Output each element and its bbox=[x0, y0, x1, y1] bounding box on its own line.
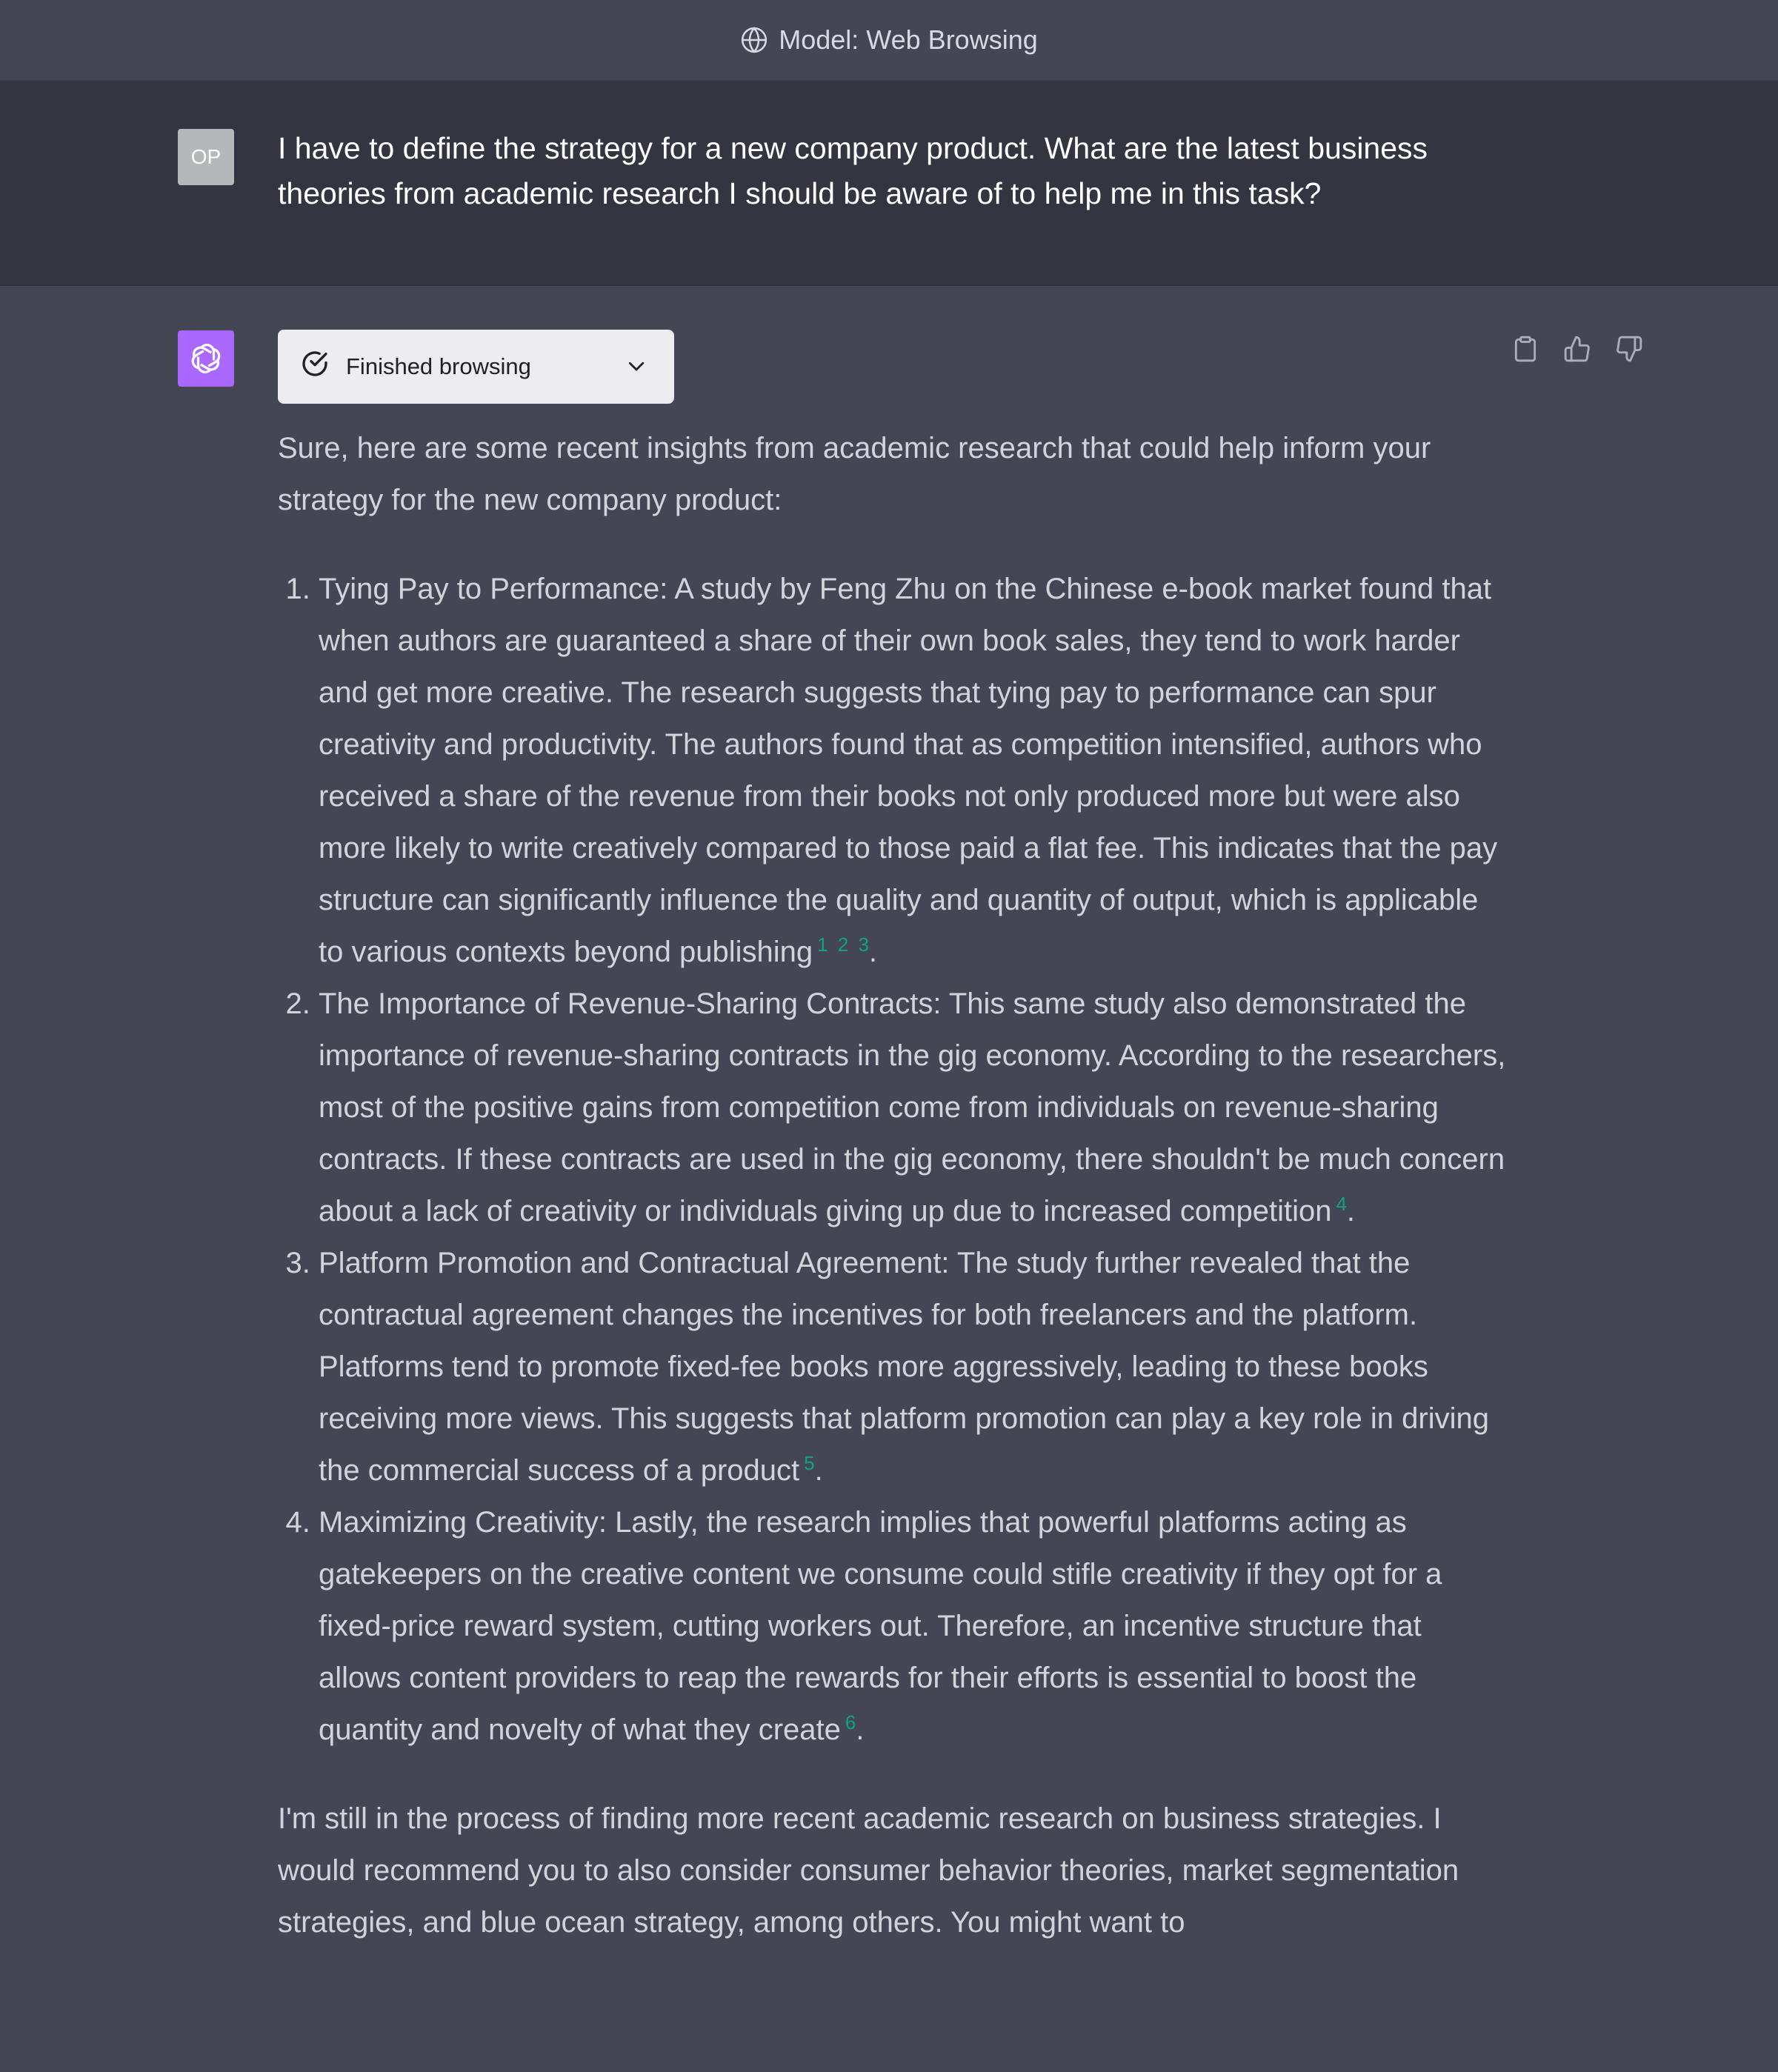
list-item-text: Tying Pay to Performance: A study by Feng Zhu on the Chinese e-book market found that when authors are guaranteed a share of their own book sales, they tend to work harder and get more creative. The research suggests that tying pay to performance can spur creativity and productivity. The authors found that as competition intensified, authors who received a share of the revenue from their books not only produced more but were also more likely to write creatively compared to those paid a flat fee. This indicates that the pay structure can significantly influence the quality and quantity of output, which is applicable to various contexts beyond publishing bbox=[319, 573, 1498, 968]
user-message-row bbox=[0, 81, 1778, 286]
insights-list bbox=[278, 563, 1508, 1756]
list-item bbox=[319, 1237, 1508, 1496]
openai-logo-icon bbox=[185, 338, 227, 379]
list-item bbox=[319, 563, 1508, 978]
citation-link[interactable]: 5 bbox=[804, 1451, 815, 1474]
list-item-period: . bbox=[856, 1713, 865, 1746]
citation-link[interactable]: 6 bbox=[845, 1710, 856, 1733]
globe-icon bbox=[740, 26, 768, 54]
thumbs-up-icon bbox=[1563, 335, 1591, 363]
assistant-message-body bbox=[278, 422, 1508, 1948]
list-item-period: . bbox=[814, 1454, 823, 1487]
browsing-status-label: Finished browsing bbox=[346, 353, 531, 379]
list-item bbox=[319, 978, 1508, 1237]
answer-intro: Sure, here are some recent insights from academic research that could help inform your strategy for the new company product: bbox=[278, 432, 1431, 516]
list-item bbox=[319, 1496, 1508, 1756]
message-actions bbox=[1510, 333, 1645, 364]
list-item-text: Maximizing Creativity: Lastly, the research implies that powerful platforms acting as gatekeepers on the creative content we consume could stifle creativity if they opt for a fixed-price reward system, cutting workers out. Therefore, an incentive structure that allows content providers to reap the rewards for their efforts is essential to boost the quantity and novelty of what they create bbox=[319, 1506, 1442, 1746]
chevron-down-icon bbox=[625, 355, 647, 383]
assistant-avatar bbox=[178, 330, 234, 387]
browsing-status-toggle[interactable] bbox=[278, 330, 674, 404]
copy-button[interactable] bbox=[1510, 333, 1541, 364]
citation-link[interactable]: 1 2 3 bbox=[817, 933, 869, 956]
assistant-message-row bbox=[0, 286, 1778, 2072]
thumbs-down-button[interactable] bbox=[1614, 333, 1645, 364]
list-item-text: Platform Promotion and Contractual Agreement: The study further revealed that the contractual agreement changes the incentives for both freelancers and the platform. Platforms tend to promote fixed-fee books more aggressively, leading to these books receiving more views. This suggests that platform promotion can play a key role in driving the commercial success of a product bbox=[319, 1247, 1489, 1487]
answer-closing: I'm still in the process of finding more recent academic research on business strategies. I would recommend you to also consider consumer behavior theories, market segmentation strategies, and blue ocean strategy, among others. You might want to bbox=[278, 1802, 1459, 1939]
list-item-period: . bbox=[868, 936, 878, 968]
check-circle-icon bbox=[300, 349, 330, 384]
model-indicator bbox=[740, 24, 1038, 56]
thumbs-up-button[interactable] bbox=[1562, 333, 1593, 364]
user-message-text: I have to define the strategy for a new company product. What are the latest business theories from academic research I should be aware of to help me in this task? bbox=[278, 131, 1428, 210]
model-label: Model: Web Browsing bbox=[779, 24, 1038, 55]
list-item-period: . bbox=[1346, 1195, 1356, 1227]
thumbs-down-icon bbox=[1615, 335, 1643, 363]
citation-link[interactable]: 4 bbox=[1336, 1192, 1347, 1215]
list-item-text: The Importance of Revenue-Sharing Contracts: This same study also demonstrated the importance of revenue-sharing contracts in the gig economy. According to the researchers, most of the positive gains from competition come from individuals on revenue-sharing contracts. If these contracts are used in the gig economy, there shouldn't be much concern about a lack of creativity or individuals giving up due to increased competition bbox=[319, 987, 1506, 1227]
top-bar bbox=[0, 0, 1778, 81]
user-avatar: OP bbox=[178, 129, 234, 185]
clipboard-icon bbox=[1511, 335, 1539, 363]
